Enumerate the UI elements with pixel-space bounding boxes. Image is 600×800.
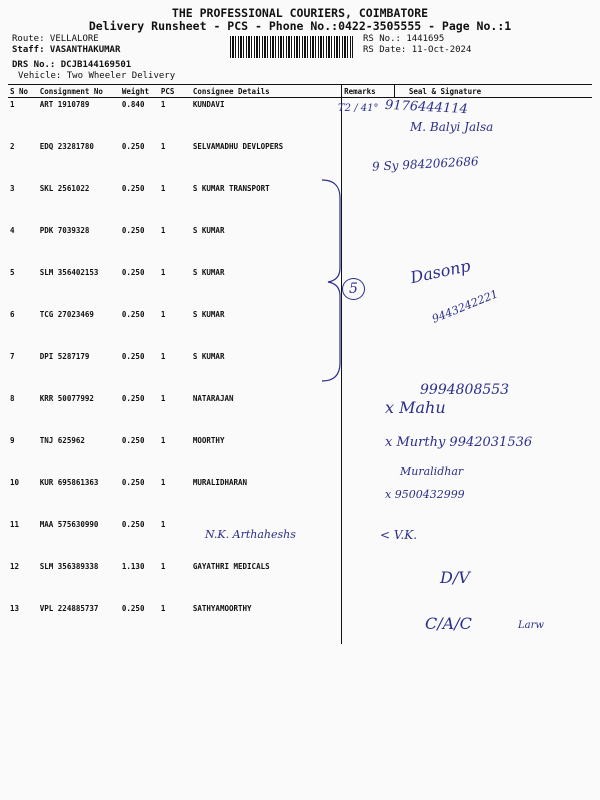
row-consignment: KRR 50077992 xyxy=(39,394,94,403)
row-pcs: 1 xyxy=(160,436,166,445)
row-consignment: MAA 575630990 xyxy=(39,520,99,529)
row-remarks xyxy=(342,350,395,392)
row-pcs: 1 xyxy=(160,394,166,403)
table-row xyxy=(8,140,592,182)
row-consignee: S KUMAR xyxy=(192,226,225,235)
table-row xyxy=(8,308,592,350)
table-row xyxy=(8,182,592,224)
row-signature xyxy=(394,560,592,602)
row-consignee: MURALIDHARAN xyxy=(192,478,248,487)
col-seal-signature: Seal & Signature xyxy=(394,85,592,98)
table-row xyxy=(8,518,592,560)
row-signature xyxy=(394,182,592,224)
handwritten-signature-row9: x Murthy 9942031536 xyxy=(385,435,533,450)
row-pcs: 1 xyxy=(160,142,166,151)
handwritten-phone-row8: 9994808553 xyxy=(420,382,510,398)
row-pcs: 1 xyxy=(160,352,166,361)
handwritten-name-row1: M. Balyi Jalsa xyxy=(410,120,494,134)
row-weight: 0.250 xyxy=(121,352,145,361)
row-consignee: MOORTHY xyxy=(192,436,225,445)
company-title: THE PROFESSIONAL COURIERS, COIMBATORE xyxy=(171,6,429,20)
row-sno: 2 xyxy=(10,142,15,151)
row-sno: 9 xyxy=(10,436,15,445)
drs-number: DRS No.: DCJB144169501 xyxy=(12,60,132,70)
col-pcs: PCS xyxy=(159,85,191,98)
handwritten-phone-row10: x 9500432999 xyxy=(385,488,465,501)
row-pcs: 1 xyxy=(160,100,166,109)
row-consignee: NATARAJAN xyxy=(192,394,234,403)
staff-label: Staff: VASANTHAKUMAR xyxy=(12,45,121,55)
row-pcs: 1 xyxy=(160,478,166,487)
row-consignment: SLM 356389338 xyxy=(39,562,99,571)
col-weight: Weight xyxy=(120,85,159,98)
handwritten-signature-rows3-7: Dasonp xyxy=(408,255,473,288)
row-sno: 4 xyxy=(10,226,15,235)
table-row xyxy=(8,266,592,308)
barcode xyxy=(230,36,353,58)
row-remarks xyxy=(342,308,395,350)
vehicle-label: Vehicle: Two Wheeler Delivery xyxy=(18,71,176,81)
row-signature xyxy=(394,308,592,350)
row-remarks xyxy=(342,602,395,644)
runsheet-subtitle: Delivery Runsheet - PCS - Phone No.:0422-3505555 - Page No.:1 xyxy=(88,19,512,33)
table-row xyxy=(8,392,592,434)
col-consignee: Consignee Details xyxy=(191,85,342,98)
row-consignment: SKL 2561022 xyxy=(39,184,90,193)
row-weight: 0.250 xyxy=(121,394,145,403)
row-consignee: S KUMAR TRANSPORT xyxy=(192,184,270,193)
handwritten-phone-row1: 9176444114 xyxy=(384,97,469,118)
handwritten-signature-row8: x Mahu xyxy=(385,398,446,417)
col-sno: S No xyxy=(8,85,38,98)
row-sno: 8 xyxy=(10,394,15,403)
row-weight: 0.250 xyxy=(121,226,145,235)
handwritten-remark-row1: T2 / 41° xyxy=(338,103,379,114)
rs-date: RS Date: 11-Oct-2024 xyxy=(363,45,472,55)
row-sno: 3 xyxy=(10,184,15,193)
row-sno: 1 xyxy=(10,100,15,109)
row-weight: 0.250 xyxy=(121,142,145,151)
rs-number: RS No.: 1441695 xyxy=(363,34,445,44)
row-sno: 12 xyxy=(10,562,20,571)
table-row xyxy=(8,560,592,602)
row-weight: 0.250 xyxy=(121,310,145,319)
runsheet-table xyxy=(8,84,592,644)
handwritten-signature-row2: 9 Sy 9842062686 xyxy=(371,154,479,174)
table-row xyxy=(8,98,592,141)
row-sno: 6 xyxy=(10,310,15,319)
handwritten-name-row11: N.K. Arthaheshs xyxy=(205,528,296,541)
table-row xyxy=(8,476,592,518)
bracket-mark xyxy=(320,178,344,383)
row-pcs: 1 xyxy=(160,184,166,193)
row-consignee: S KUMAR xyxy=(192,352,225,361)
handwritten-count-circle: 5 xyxy=(342,278,365,300)
row-consignee: S KUMAR xyxy=(192,310,225,319)
row-weight: 0.250 xyxy=(121,268,145,277)
row-weight: 1.130 xyxy=(121,562,145,571)
table-header-row xyxy=(8,85,592,98)
table-row xyxy=(8,602,592,644)
row-weight: 0.250 xyxy=(121,436,145,445)
row-remarks xyxy=(342,560,395,602)
row-consignee: KUNDAVI xyxy=(192,100,225,109)
row-consignment: VPL 224885737 xyxy=(39,604,99,613)
row-pcs: 1 xyxy=(160,268,166,277)
row-consignment: DPI 5287179 xyxy=(39,352,90,361)
col-remarks: Remarks xyxy=(342,85,395,98)
table-row xyxy=(8,224,592,266)
row-consignment: TNJ 625962 xyxy=(39,436,85,445)
row-sno: 10 xyxy=(10,478,20,487)
row-consignment: SLM 356402153 xyxy=(39,268,99,277)
row-weight: 0.250 xyxy=(121,478,145,487)
row-weight: 0.250 xyxy=(121,184,145,193)
handwritten-signature-row13: C/A/C xyxy=(425,614,472,633)
row-consignee: GAYATHRI MEDICALS xyxy=(192,562,270,571)
handwritten-signature-row12: D/V xyxy=(440,568,470,587)
row-consignee: SATHYAMOORTHY xyxy=(192,604,252,613)
col-consignment: Consignment No xyxy=(38,85,120,98)
row-consignment: KUR 695861363 xyxy=(39,478,99,487)
row-remarks xyxy=(342,224,395,266)
route-label: Route: VELLALORE xyxy=(12,34,99,44)
row-consignee: SELVAMADHU DEVLOPERS xyxy=(192,142,284,151)
row-remarks xyxy=(342,182,395,224)
row-pcs: 1 xyxy=(160,520,166,529)
row-consignee: S KUMAR xyxy=(192,268,225,277)
row-consignment: EDQ 23281780 xyxy=(39,142,94,151)
row-weight: 0.840 xyxy=(121,100,145,109)
row-consignment: TCG 27023469 xyxy=(39,310,94,319)
handwritten-phone-rows3-7: 9443242221 xyxy=(430,287,500,326)
row-pcs: 1 xyxy=(160,604,166,613)
row-pcs: 1 xyxy=(160,226,166,235)
row-signature xyxy=(394,224,592,266)
row-consignment: PDK 7039328 xyxy=(39,226,90,235)
row-weight: 0.250 xyxy=(121,604,145,613)
handwritten-note-row13: Larw xyxy=(518,620,544,631)
handwritten-signature-row11: < V.K. xyxy=(380,528,418,542)
row-consignment: ART 1910789 xyxy=(39,100,90,109)
row-sno: 13 xyxy=(10,604,20,613)
row-weight: 0.250 xyxy=(121,520,145,529)
row-sno: 5 xyxy=(10,268,15,277)
row-sno: 11 xyxy=(10,520,20,529)
row-sno: 7 xyxy=(10,352,15,361)
handwritten-signature-row10: Muralidhar xyxy=(400,465,464,478)
row-pcs: 1 xyxy=(160,562,166,571)
row-pcs: 1 xyxy=(160,310,166,319)
row-signature xyxy=(394,518,592,560)
